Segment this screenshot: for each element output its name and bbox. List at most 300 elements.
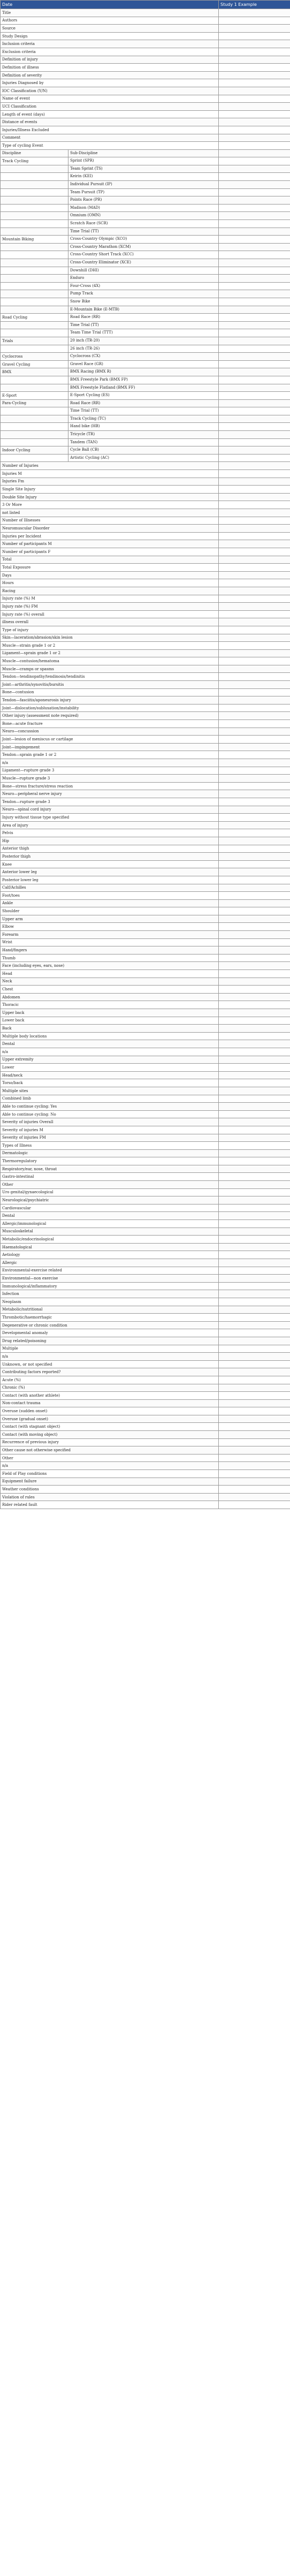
row-label: Inclusion criteria bbox=[2, 42, 35, 47]
study-1-value-cell[interactable] bbox=[219, 610, 290, 618]
study-1-value-cell[interactable] bbox=[219, 548, 290, 556]
study-1-value-cell[interactable] bbox=[219, 275, 290, 283]
row-label: Environmental—non exercise bbox=[2, 1276, 58, 1281]
row-label-cell bbox=[1, 1087, 219, 1095]
study-1-value-cell[interactable] bbox=[219, 1259, 290, 1267]
row-label: Authors bbox=[2, 18, 18, 23]
row-label-cell bbox=[1, 907, 219, 915]
study-1-value-cell[interactable] bbox=[219, 501, 290, 509]
study-1-value-cell[interactable] bbox=[219, 509, 290, 517]
row-label-cell bbox=[1, 1501, 219, 1509]
row-label-cell bbox=[1, 298, 219, 306]
study-1-value-cell[interactable] bbox=[219, 1337, 290, 1345]
study-1-value-cell[interactable] bbox=[219, 1345, 290, 1353]
row-label-cell bbox=[1, 931, 219, 939]
study-1-value-cell[interactable] bbox=[219, 40, 290, 48]
row-label-cell bbox=[1, 1095, 219, 1103]
table-row bbox=[1, 1259, 290, 1267]
study-1-value-cell[interactable] bbox=[219, 892, 290, 900]
study-1-value-cell[interactable] bbox=[219, 267, 290, 275]
table-row bbox=[1, 470, 290, 478]
row-label-cell bbox=[1, 1306, 219, 1314]
study-1-value-cell[interactable] bbox=[219, 775, 290, 783]
study-1-value-cell[interactable] bbox=[219, 626, 290, 634]
row-label: Wrist bbox=[2, 940, 12, 945]
study-1-value-cell[interactable] bbox=[219, 1423, 290, 1431]
study-1-value-cell[interactable] bbox=[219, 1321, 290, 1329]
study-1-value-cell[interactable] bbox=[219, 149, 290, 157]
study-1-value-cell[interactable] bbox=[219, 884, 290, 892]
table-row bbox=[1, 899, 290, 907]
row-sub-label: Gravel Race (GR) bbox=[68, 361, 103, 368]
row-label-cell bbox=[1, 321, 219, 329]
row-sub-label: Track Cycling (TC) bbox=[68, 415, 106, 423]
study-1-value-cell[interactable] bbox=[219, 470, 290, 478]
row-label: Number of participants F bbox=[2, 549, 51, 554]
study-1-value-cell[interactable] bbox=[219, 282, 290, 290]
study-1-value-cell[interactable] bbox=[219, 204, 290, 212]
study-1-value-cell[interactable] bbox=[219, 25, 290, 33]
study-1-value-cell[interactable] bbox=[219, 1243, 290, 1251]
study-1-value-cell[interactable] bbox=[219, 236, 290, 244]
study-1-value-cell[interactable] bbox=[219, 399, 290, 407]
study-1-value-cell[interactable] bbox=[219, 1126, 290, 1134]
study-1-value-cell[interactable] bbox=[219, 95, 290, 103]
study-1-value-cell[interactable] bbox=[219, 814, 290, 822]
study-1-value-cell[interactable] bbox=[219, 1040, 290, 1048]
study-1-value-cell[interactable] bbox=[219, 17, 290, 25]
study-1-value-cell[interactable] bbox=[219, 392, 290, 400]
study-1-value-cell[interactable] bbox=[219, 321, 290, 329]
study-1-value-cell[interactable] bbox=[219, 540, 290, 548]
study-1-value-cell[interactable] bbox=[219, 1157, 290, 1165]
table-row bbox=[1, 884, 290, 892]
study-1-value-cell[interactable] bbox=[219, 454, 290, 462]
study-1-value-cell[interactable] bbox=[219, 384, 290, 392]
study-1-value-cell[interactable] bbox=[219, 571, 290, 579]
row-label-cell bbox=[1, 181, 219, 189]
study-1-value-cell[interactable] bbox=[219, 1196, 290, 1204]
study-1-value-cell[interactable] bbox=[219, 173, 290, 181]
study-1-value-cell[interactable] bbox=[219, 360, 290, 368]
study-1-value-cell[interactable] bbox=[219, 1017, 290, 1025]
study-1-value-cell[interactable] bbox=[219, 486, 290, 494]
study-1-value-cell[interactable] bbox=[219, 1048, 290, 1056]
study-1-value-cell[interactable] bbox=[219, 681, 290, 689]
study-1-value-cell[interactable] bbox=[219, 1415, 290, 1423]
study-1-value-cell[interactable] bbox=[219, 751, 290, 759]
study-1-value-cell[interactable] bbox=[219, 845, 290, 853]
study-1-value-cell[interactable] bbox=[219, 64, 290, 72]
study-1-value-cell[interactable] bbox=[219, 657, 290, 665]
study-1-value-cell[interactable] bbox=[219, 931, 290, 939]
row-label: Weather conditions bbox=[2, 1487, 39, 1492]
table-row bbox=[1, 493, 290, 501]
study-1-value-cell[interactable] bbox=[219, 579, 290, 587]
row-label: n/a bbox=[2, 760, 9, 765]
study-1-value-cell[interactable] bbox=[219, 1009, 290, 1017]
study-1-value-cell[interactable] bbox=[219, 181, 290, 189]
study-1-value-cell[interactable] bbox=[219, 986, 290, 994]
table-row bbox=[1, 103, 290, 111]
study-1-value-cell[interactable] bbox=[219, 837, 290, 845]
study-1-value-cell[interactable] bbox=[219, 79, 290, 87]
row-label-cell bbox=[1, 571, 219, 579]
study-1-value-cell[interactable] bbox=[219, 907, 290, 915]
row-sub-label: Time Trial (TT) bbox=[68, 322, 99, 329]
row-label: not listed bbox=[2, 510, 20, 515]
row-label: Severity of injuries Overall bbox=[2, 1120, 54, 1125]
study-1-value-cell[interactable] bbox=[219, 688, 290, 696]
study-1-value-cell[interactable] bbox=[219, 665, 290, 673]
study-1-value-cell[interactable] bbox=[219, 431, 290, 439]
study-1-value-cell[interactable] bbox=[219, 1501, 290, 1509]
study-1-value-cell[interactable] bbox=[219, 564, 290, 572]
study-1-value-cell[interactable] bbox=[219, 743, 290, 751]
row-sub-label: BMX Freestyle Park (BMX FP) bbox=[68, 376, 128, 384]
row-label-cell bbox=[1, 892, 219, 900]
study-1-value-cell[interactable] bbox=[219, 329, 290, 337]
study-1-value-cell[interactable] bbox=[219, 1462, 290, 1470]
study-1-value-cell[interactable] bbox=[219, 1071, 290, 1079]
table-row bbox=[1, 1298, 290, 1306]
study-1-value-cell[interactable] bbox=[219, 728, 290, 736]
study-1-value-cell[interactable] bbox=[219, 446, 290, 454]
study-1-value-cell[interactable] bbox=[219, 1290, 290, 1298]
study-1-value-cell[interactable] bbox=[219, 1118, 290, 1126]
study-1-value-cell[interactable] bbox=[219, 1384, 290, 1392]
study-1-value-cell[interactable] bbox=[219, 1064, 290, 1072]
study-1-value-cell[interactable] bbox=[219, 1376, 290, 1384]
study-1-value-cell[interactable] bbox=[219, 853, 290, 861]
study-1-value-cell[interactable] bbox=[219, 1275, 290, 1283]
study-1-value-cell[interactable] bbox=[219, 1314, 290, 1322]
row-label-cell bbox=[1, 314, 219, 322]
row-sub-label: Team Pursuit (TP) bbox=[68, 189, 104, 196]
row-label-cell bbox=[1, 95, 219, 103]
study-1-value-cell[interactable] bbox=[219, 649, 290, 657]
study-1-value-cell[interactable] bbox=[219, 1298, 290, 1306]
study-1-value-cell[interactable] bbox=[219, 376, 290, 384]
row-sub-label: Tandem (TAN) bbox=[68, 439, 97, 446]
study-1-value-cell[interactable] bbox=[219, 306, 290, 314]
study-1-value-cell[interactable] bbox=[219, 595, 290, 603]
study-1-value-cell[interactable] bbox=[219, 126, 290, 134]
table-row bbox=[1, 392, 290, 400]
study-1-value-cell[interactable] bbox=[219, 157, 290, 165]
study-1-value-cell[interactable] bbox=[219, 712, 290, 720]
study-1-value-cell[interactable] bbox=[219, 634, 290, 642]
row-label-cell bbox=[1, 228, 219, 236]
row-label-cell bbox=[1, 56, 219, 64]
study-1-value-cell[interactable] bbox=[219, 1228, 290, 1236]
table-row bbox=[1, 1314, 290, 1322]
study-1-value-cell[interactable] bbox=[219, 517, 290, 525]
row-label: Recurrence of previous injury bbox=[2, 1440, 59, 1445]
table-row bbox=[1, 712, 290, 720]
row-label-cell bbox=[1, 1243, 219, 1251]
study-1-value-cell[interactable] bbox=[219, 103, 290, 111]
study-1-value-cell[interactable] bbox=[219, 314, 290, 322]
study-1-value-cell[interactable] bbox=[219, 188, 290, 196]
row-label-cell bbox=[1, 1001, 219, 1009]
study-1-value-cell[interactable] bbox=[219, 876, 290, 884]
study-1-value-cell[interactable] bbox=[219, 423, 290, 431]
row-label-cell bbox=[1, 1048, 219, 1056]
table-row bbox=[1, 1306, 290, 1314]
row-label-cell bbox=[1, 1360, 219, 1368]
study-1-value-cell[interactable] bbox=[219, 923, 290, 931]
row-sub-label: E-Sport Cycling (ES) bbox=[68, 392, 110, 399]
study-1-value-cell[interactable] bbox=[219, 1267, 290, 1275]
study-1-value-cell[interactable] bbox=[219, 938, 290, 946]
study-1-value-cell[interactable] bbox=[219, 493, 290, 501]
study-1-value-cell[interactable] bbox=[219, 220, 290, 228]
study-1-value-cell[interactable] bbox=[219, 829, 290, 837]
study-1-value-cell[interactable] bbox=[219, 790, 290, 798]
row-sub-label: Snow Bike bbox=[68, 298, 90, 306]
study-1-value-cell[interactable] bbox=[219, 642, 290, 650]
row-label-cell bbox=[1, 657, 219, 665]
study-1-value-cell[interactable] bbox=[219, 118, 290, 126]
row-label: Injuries M bbox=[2, 471, 22, 476]
study-1-value-cell[interactable] bbox=[219, 696, 290, 704]
study-1-value-cell[interactable] bbox=[219, 525, 290, 533]
study-1-value-cell[interactable] bbox=[219, 1142, 290, 1150]
study-1-value-cell[interactable] bbox=[219, 899, 290, 907]
study-1-value-cell[interactable] bbox=[219, 946, 290, 954]
row-label: Contact (with stagnant object) bbox=[2, 1425, 60, 1429]
table-row bbox=[1, 1368, 290, 1376]
row-label-cell bbox=[1, 806, 219, 814]
study-1-value-cell[interactable] bbox=[219, 915, 290, 923]
row-label-cell bbox=[1, 1064, 219, 1072]
study-1-value-cell[interactable] bbox=[219, 1438, 290, 1446]
study-1-value-cell[interactable] bbox=[219, 1165, 290, 1173]
study-1-value-cell[interactable] bbox=[219, 478, 290, 486]
study-1-value-cell[interactable] bbox=[219, 142, 290, 150]
row-label-cell bbox=[1, 782, 219, 790]
table-row bbox=[1, 1251, 290, 1259]
study-1-value-cell[interactable] bbox=[219, 134, 290, 142]
row-label-cell bbox=[1, 767, 219, 775]
study-1-value-cell[interactable] bbox=[219, 298, 290, 306]
row-sub-label: Cross-Country Short Track (XCC) bbox=[68, 251, 134, 259]
table-row bbox=[1, 149, 290, 157]
study-1-value-cell[interactable] bbox=[219, 438, 290, 446]
row-label-cell bbox=[1, 618, 219, 626]
table-row bbox=[1, 837, 290, 845]
table-row bbox=[1, 1173, 290, 1181]
study-1-value-cell[interactable] bbox=[219, 259, 290, 267]
study-1-value-cell[interactable] bbox=[219, 251, 290, 259]
study-1-value-cell[interactable] bbox=[219, 556, 290, 564]
study-1-value-cell[interactable] bbox=[219, 618, 290, 626]
row-label-cell bbox=[1, 1228, 219, 1236]
study-1-value-cell[interactable] bbox=[219, 1001, 290, 1009]
study-1-value-cell[interactable] bbox=[219, 1110, 290, 1118]
row-label: Discipline bbox=[2, 151, 21, 156]
row-label-cell bbox=[1, 1329, 219, 1337]
study-1-value-cell[interactable] bbox=[219, 962, 290, 970]
row-label-cell bbox=[1, 1290, 219, 1298]
study-1-value-cell[interactable] bbox=[219, 228, 290, 236]
study-1-value-cell[interactable] bbox=[219, 165, 290, 173]
study-1-value-cell[interactable] bbox=[219, 1173, 290, 1181]
study-1-value-cell[interactable] bbox=[219, 603, 290, 611]
study-1-value-cell[interactable] bbox=[219, 1056, 290, 1064]
study-1-value-cell[interactable] bbox=[219, 353, 290, 361]
study-1-value-cell[interactable] bbox=[219, 736, 290, 744]
row-label: Injury rate (%) FM bbox=[2, 604, 38, 609]
study-1-value-cell[interactable] bbox=[219, 1025, 290, 1033]
table-row bbox=[1, 696, 290, 704]
study-1-value-cell[interactable] bbox=[219, 32, 290, 40]
row-label-cell bbox=[1, 876, 219, 884]
study-1-value-cell[interactable] bbox=[219, 1212, 290, 1220]
study-1-value-cell[interactable] bbox=[219, 71, 290, 79]
row-label-cell bbox=[1, 853, 219, 861]
row-label-cell bbox=[1, 978, 219, 986]
study-1-value-cell[interactable] bbox=[219, 290, 290, 298]
row-sub-label: Cross-Country Olympic (XCO) bbox=[68, 236, 127, 243]
row-label-cell bbox=[1, 9, 219, 17]
row-label: Bone—contusion bbox=[2, 690, 34, 695]
study-1-value-cell[interactable] bbox=[219, 415, 290, 423]
row-label: Joint—arthritis/synovitis/bursitis bbox=[2, 682, 64, 687]
study-1-value-cell[interactable] bbox=[219, 1306, 290, 1314]
study-1-value-cell[interactable] bbox=[219, 1134, 290, 1142]
study-1-value-cell[interactable] bbox=[219, 1079, 290, 1087]
study-1-value-cell[interactable] bbox=[219, 1204, 290, 1212]
study-1-value-cell[interactable] bbox=[219, 368, 290, 376]
row-label: 3 Or More bbox=[2, 503, 22, 507]
study-1-value-cell[interactable] bbox=[219, 1095, 290, 1103]
study-1-value-cell[interactable] bbox=[219, 87, 290, 95]
row-label-cell bbox=[1, 540, 219, 548]
table-row bbox=[1, 821, 290, 829]
study-1-value-cell[interactable] bbox=[219, 1368, 290, 1376]
study-1-value-cell[interactable] bbox=[219, 1407, 290, 1415]
study-1-value-cell[interactable] bbox=[219, 821, 290, 829]
study-1-value-cell[interactable] bbox=[219, 1454, 290, 1462]
study-1-value-cell[interactable] bbox=[219, 532, 290, 540]
table-row bbox=[1, 71, 290, 79]
study-1-value-cell[interactable] bbox=[219, 1399, 290, 1407]
row-label: Injuries per Incident bbox=[2, 534, 42, 539]
row-label: n/a bbox=[2, 1464, 9, 1468]
study-1-value-cell[interactable] bbox=[219, 196, 290, 204]
table-row bbox=[1, 1236, 290, 1244]
study-1-value-cell[interactable] bbox=[219, 462, 290, 470]
study-1-value-cell[interactable] bbox=[219, 868, 290, 876]
study-1-value-cell[interactable] bbox=[219, 954, 290, 962]
row-label-cell bbox=[1, 1431, 219, 1439]
study-1-value-cell[interactable] bbox=[219, 212, 290, 220]
table-row bbox=[1, 1032, 290, 1040]
row-label: Thoracic bbox=[2, 1003, 19, 1007]
study-1-value-cell[interactable] bbox=[219, 1087, 290, 1095]
row-label: Overuse (sudden onset) bbox=[2, 1409, 48, 1414]
study-1-value-cell[interactable] bbox=[219, 9, 290, 17]
row-label-cell bbox=[1, 548, 219, 556]
row-label: Torso/back bbox=[2, 1081, 23, 1086]
study-1-value-cell[interactable] bbox=[219, 806, 290, 814]
study-1-value-cell[interactable] bbox=[219, 1236, 290, 1244]
study-1-value-cell[interactable] bbox=[219, 1149, 290, 1157]
table-row bbox=[1, 196, 290, 204]
study-1-value-cell[interactable] bbox=[219, 337, 290, 345]
study-1-value-cell[interactable] bbox=[219, 1181, 290, 1189]
study-1-value-cell[interactable] bbox=[219, 345, 290, 353]
table-row bbox=[1, 110, 290, 118]
study-1-value-cell[interactable] bbox=[219, 767, 290, 775]
row-label-cell bbox=[1, 899, 219, 907]
study-1-value-cell[interactable] bbox=[219, 56, 290, 64]
study-1-value-cell[interactable] bbox=[219, 1220, 290, 1228]
study-1-value-cell[interactable] bbox=[219, 673, 290, 681]
study-1-value-cell[interactable] bbox=[219, 1486, 290, 1494]
row-label: Racing bbox=[2, 588, 16, 593]
study-1-value-cell[interactable] bbox=[219, 970, 290, 978]
study-1-value-cell[interactable] bbox=[219, 1032, 290, 1040]
study-1-value-cell[interactable] bbox=[219, 978, 290, 986]
row-label-cell bbox=[1, 868, 219, 876]
study-1-value-cell[interactable] bbox=[219, 704, 290, 712]
study-1-value-cell[interactable] bbox=[219, 1329, 290, 1337]
row-label-cell bbox=[1, 188, 219, 196]
row-label: Tendon—rupture grade 3 bbox=[2, 799, 50, 804]
study-1-value-cell[interactable] bbox=[219, 860, 290, 868]
table-row bbox=[1, 1376, 290, 1384]
study-1-value-cell[interactable] bbox=[219, 1353, 290, 1361]
study-1-value-cell[interactable] bbox=[219, 759, 290, 767]
row-label-cell bbox=[1, 196, 219, 204]
study-1-value-cell[interactable] bbox=[219, 407, 290, 415]
study-1-value-cell[interactable] bbox=[219, 243, 290, 251]
table-row bbox=[1, 1188, 290, 1196]
study-1-value-cell[interactable] bbox=[219, 1478, 290, 1486]
study-1-value-cell[interactable] bbox=[219, 1493, 290, 1501]
row-label: Definition of injury bbox=[2, 57, 38, 62]
study-1-value-cell[interactable] bbox=[219, 1103, 290, 1111]
table-row bbox=[1, 267, 290, 275]
row-sub-label: 20 inch (TR-20) bbox=[68, 337, 100, 345]
study-1-value-cell[interactable] bbox=[219, 1251, 290, 1259]
header-date: Date bbox=[1, 1, 219, 9]
study-1-value-cell[interactable] bbox=[219, 48, 290, 56]
study-1-value-cell[interactable] bbox=[219, 1360, 290, 1368]
study-1-value-cell[interactable] bbox=[219, 587, 290, 595]
study-1-value-cell[interactable] bbox=[219, 1446, 290, 1454]
study-1-value-cell[interactable] bbox=[219, 1431, 290, 1439]
study-1-value-cell[interactable] bbox=[219, 720, 290, 728]
study-1-value-cell[interactable] bbox=[219, 993, 290, 1001]
study-1-value-cell[interactable] bbox=[219, 1392, 290, 1400]
row-label: Name of event bbox=[2, 96, 30, 101]
study-1-value-cell[interactable] bbox=[219, 110, 290, 118]
study-1-value-cell[interactable] bbox=[219, 782, 290, 790]
study-1-value-cell[interactable] bbox=[219, 1470, 290, 1478]
study-1-value-cell[interactable] bbox=[219, 1282, 290, 1290]
table-row bbox=[1, 220, 290, 228]
row-label-cell bbox=[1, 946, 219, 954]
table-row bbox=[1, 1321, 290, 1329]
study-1-value-cell[interactable] bbox=[219, 1188, 290, 1196]
table-row bbox=[1, 1142, 290, 1150]
row-sub-label: 26 inch (TR-26) bbox=[68, 345, 100, 353]
study-1-value-cell[interactable] bbox=[219, 798, 290, 806]
